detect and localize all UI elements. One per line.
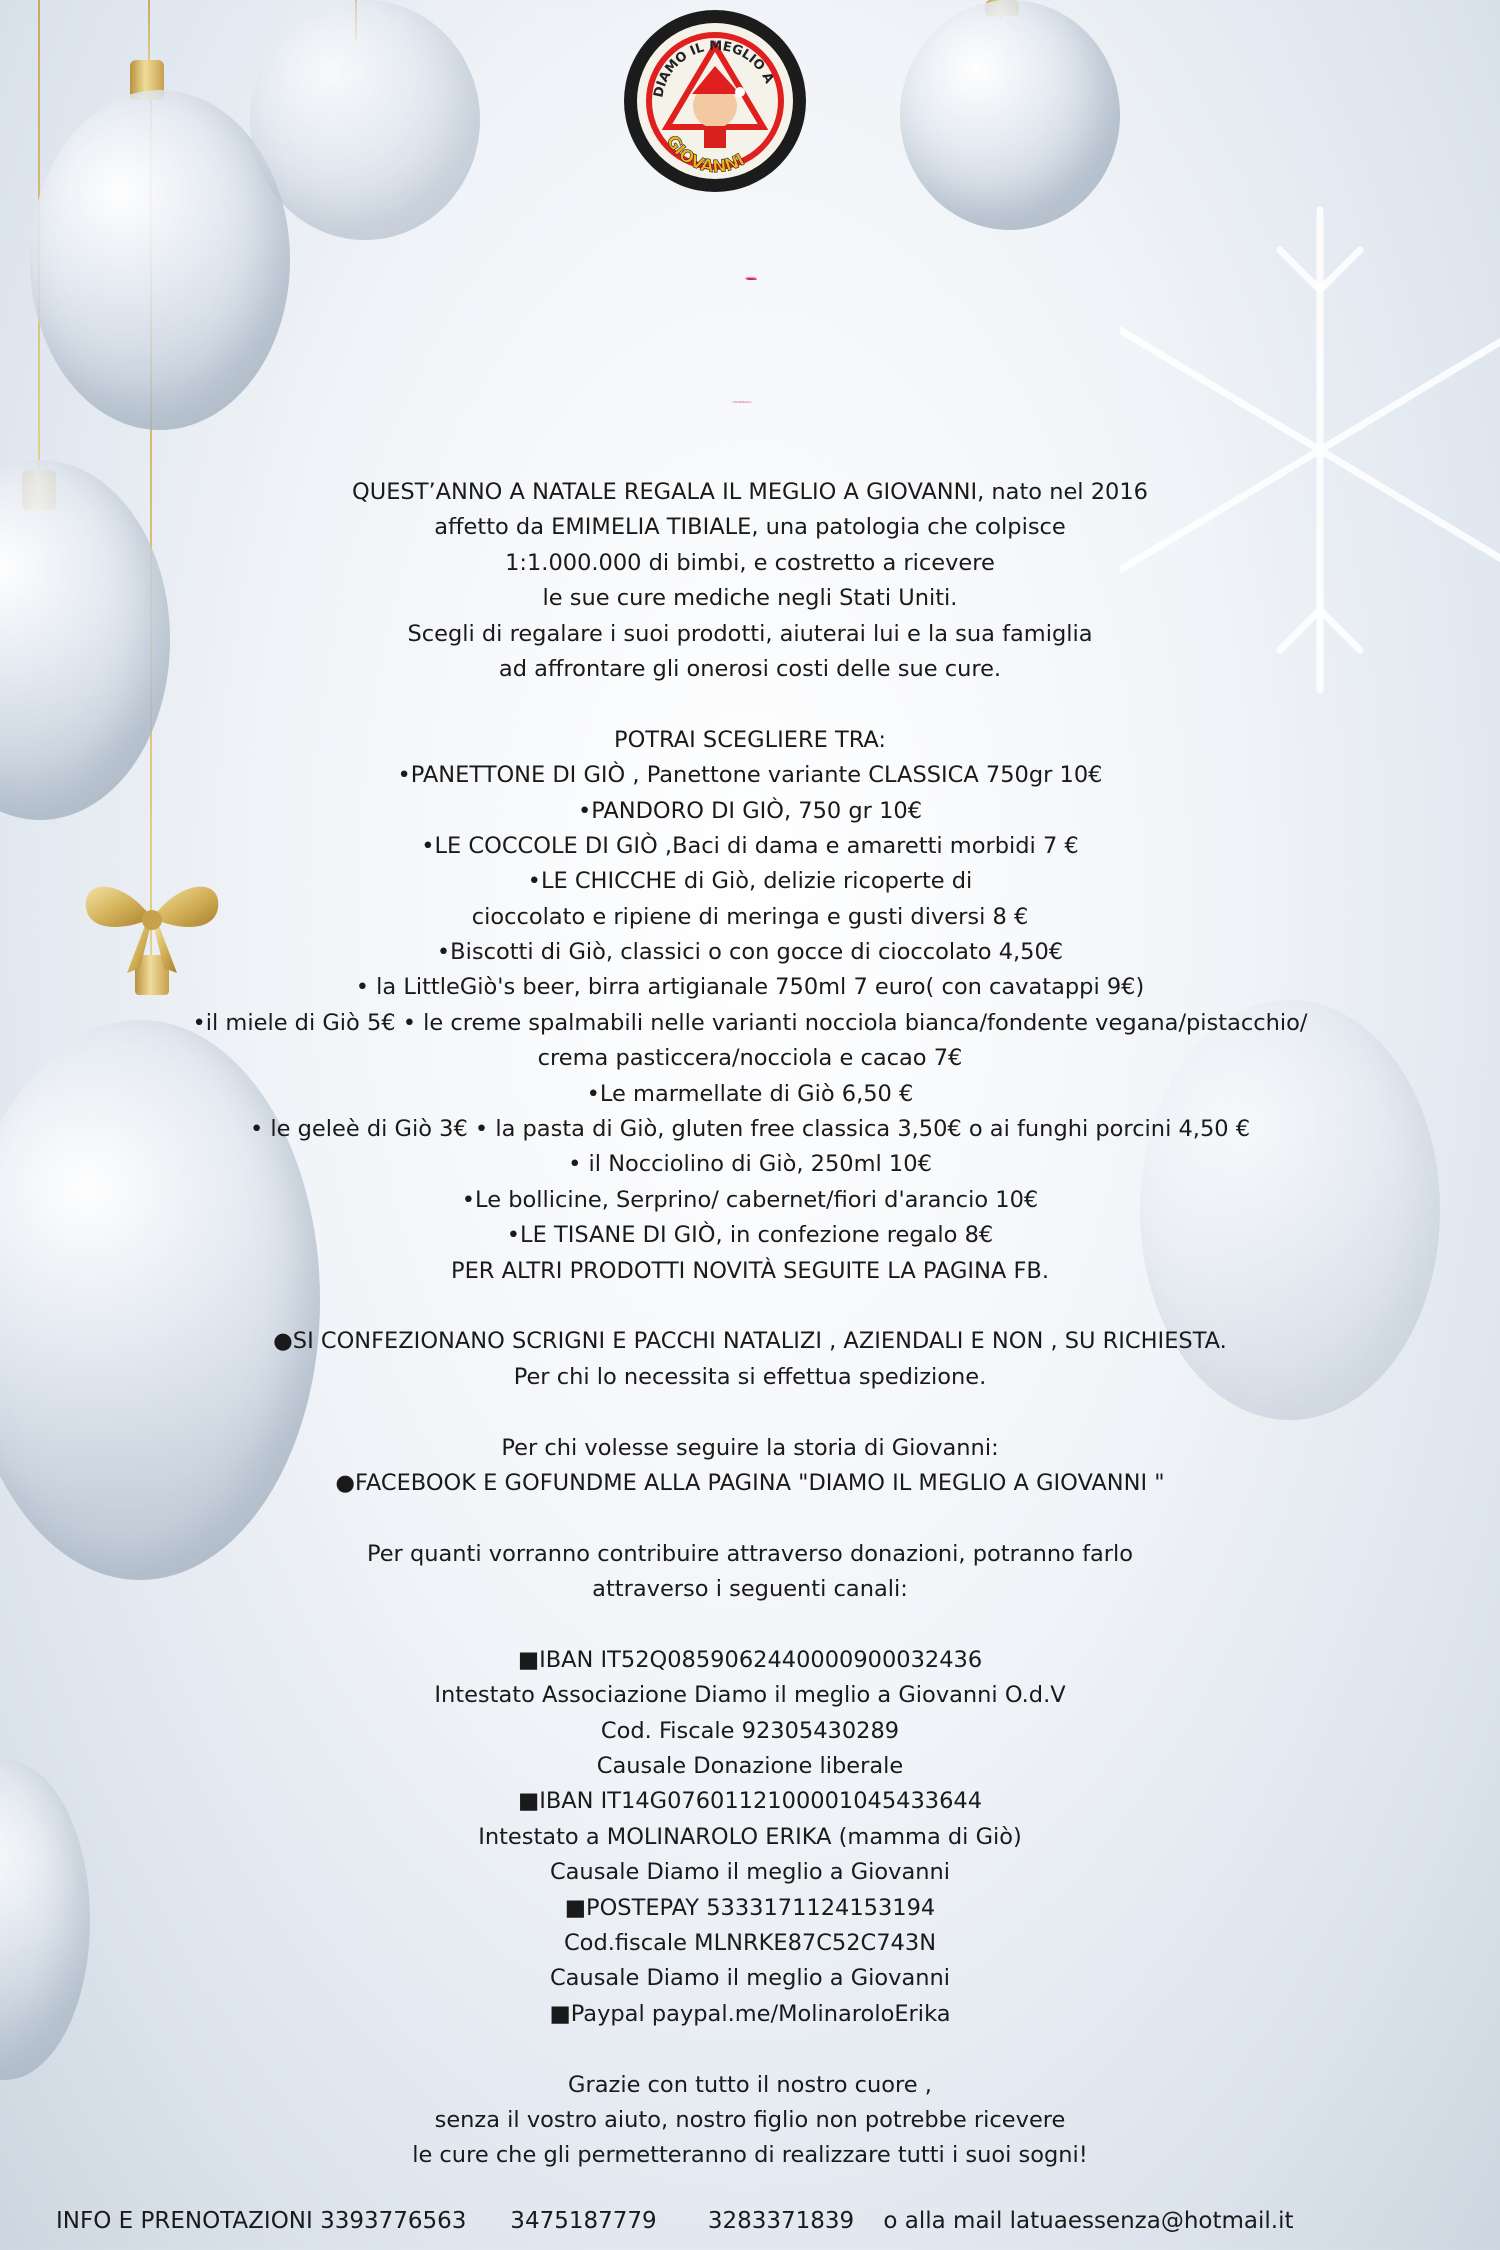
contact-footer: INFO E PRENOTAZIONI 3393776563 3475187779 3283371839 o alla mail latuaessenza@hotmail.it [56, 2208, 1294, 2234]
intro-line: 1:1.000.000 di bimbi, e costretto a ricevere [505, 549, 995, 576]
donation-line: Cod.fiscale MLNRKE87C52C743N [563, 1930, 937, 1957]
story-facebook-line: ●FACEBOOK E GOFUNDME ALLA PAGINA "DIAMO IL MEGLIO A GIOVANNI " [335, 1469, 1165, 1496]
thanks-line: Grazie con tutto il nostro cuore , [568, 2071, 932, 2098]
donation-line: Causale Donazione liberale [596, 1753, 904, 1780]
ornament-ball [250, 0, 480, 240]
product-line: • il Nocciolino di Giò, 250ml 10€ [568, 1151, 932, 1178]
product-line: •Le bollicine, Serprino/ cabernet/fiori d'arancio 10€ [461, 1186, 1039, 1213]
product-line: •LE COCCOLE DI GIÒ ,Baci di dama e amaretti morbidi 7 € [421, 832, 1079, 859]
thanks-line: le cure che gli permetteranno di realizzare tutti i suoi sogni! [412, 2142, 1088, 2169]
donation-line: Causale Diamo il meglio a Giovanni [549, 1965, 951, 1992]
packaging-line: ●SI CONFEZIONANO SCRIGNI E PACCHI NATALIZI , AZIENDALI E NON , SU RICHIESTA. [273, 1328, 1227, 1355]
product-line: •LE TISANE DI GIÒ, in confezione regalo 8€ [506, 1222, 994, 1249]
thanks-line: senza il vostro aiuto, nostro figlio non potrebbe ricevere [434, 2106, 1066, 2133]
intro-line: affetto da EMIMELIA TIBIALE, una patologia che colpisce [434, 514, 1066, 541]
iban-association: ■IBAN IT52Q0859062440000900032436 [517, 1646, 983, 1673]
product-line: •LE CHICCHE di Giò, delizie ricoperte di [527, 868, 973, 895]
postepay-line: ■POSTEPAY 5333171124153194 [564, 1894, 936, 1921]
association-logo [622, 8, 808, 194]
logo-text-top: DIAMO IL MEGLIO A [651, 38, 777, 99]
flyer-body [40, 475, 1460, 2174]
intro-line: ad affrontare gli onerosi costi delle sue cure. [498, 655, 1002, 682]
logo-text-bottom: GIOVANNI [661, 131, 749, 178]
ornament-ball [900, 0, 1120, 230]
paypal-line: ■Paypal paypal.me/MolinaroloErika [549, 2000, 951, 2027]
product-line: •PANDORO DI GIÒ, 750 gr 10€ [577, 797, 923, 824]
donation-intro-line: Per quanti vorranno contribuire attraverso donazioni, potranno farlo [366, 1540, 1134, 1567]
product-line: • le geleè di Giò 3€ • la pasta di Giò, gluten free classica 3,50€ o ai funghi porcini 4,50 € [249, 1116, 1251, 1143]
product-line: cioccolato e ripiene di meringa e gusti diversi 8 € [471, 903, 1029, 930]
donation-intro-line: attraverso i seguenti canali: [592, 1576, 908, 1603]
product-line: • la LittleGiò's beer, birra artigianale 750ml 7 euro( con cavatappi 9€) [355, 974, 1145, 1001]
products-heading: POTRAI SCEGLIERE TRA: [614, 726, 886, 753]
association-subtitle [0, 402, 1500, 403]
donation-line: Intestato a MOLINAROLO ERIKA (mamma di Giò) [478, 1823, 1022, 1850]
product-line: •PANETTONE DI GIÒ , Panettone variante CLASSICA 750gr 10€ [397, 762, 1103, 789]
donation-line: Causale Diamo il meglio a Giovanni [549, 1859, 951, 1886]
intro-line: Scegli di regalare i suoi prodotti, aiuterai lui e la sua famiglia [407, 620, 1093, 647]
product-line: •Biscotti di Giò, classici o con gocce di cioccolato 4,50€ [436, 939, 1064, 966]
main-title: UN NATALE PER GIOVANNI [745, 278, 755, 280]
product-line: •Le marmellate di Giò 6,50 € [586, 1080, 914, 1107]
intro-line: le sue cure mediche negli Stati Uniti. [542, 585, 958, 612]
shipping-line: Per chi lo necessita si effettua spedizione. [513, 1363, 987, 1390]
product-line: crema pasticcera/nocciola e cacao 7€ [537, 1045, 963, 1072]
story-line: Per chi volesse seguire la storia di Giovanni: [501, 1434, 999, 1461]
donation-line: Cod. Fiscale 92305430289 [600, 1717, 900, 1744]
donation-line: Intestato Associazione Diamo il meglio a Giovanni O.d.V [434, 1682, 1066, 1709]
products-note: PER ALTRI PRODOTTI NOVITÀ SEGUITE LA PAGINA FB. [451, 1257, 1049, 1284]
intro-line: QUEST’ANNO A NATALE REGALA IL MEGLIO A GIOVANNI, nato nel 2016 [352, 479, 1148, 505]
iban-personal: ■IBAN IT14G0760112100001045433644 [517, 1788, 983, 1815]
product-line: •il miele di Giò 5€ • le creme spalmabili nelle varianti nocciola bianca/fondente vegana/pistacchio/ [192, 1009, 1308, 1036]
